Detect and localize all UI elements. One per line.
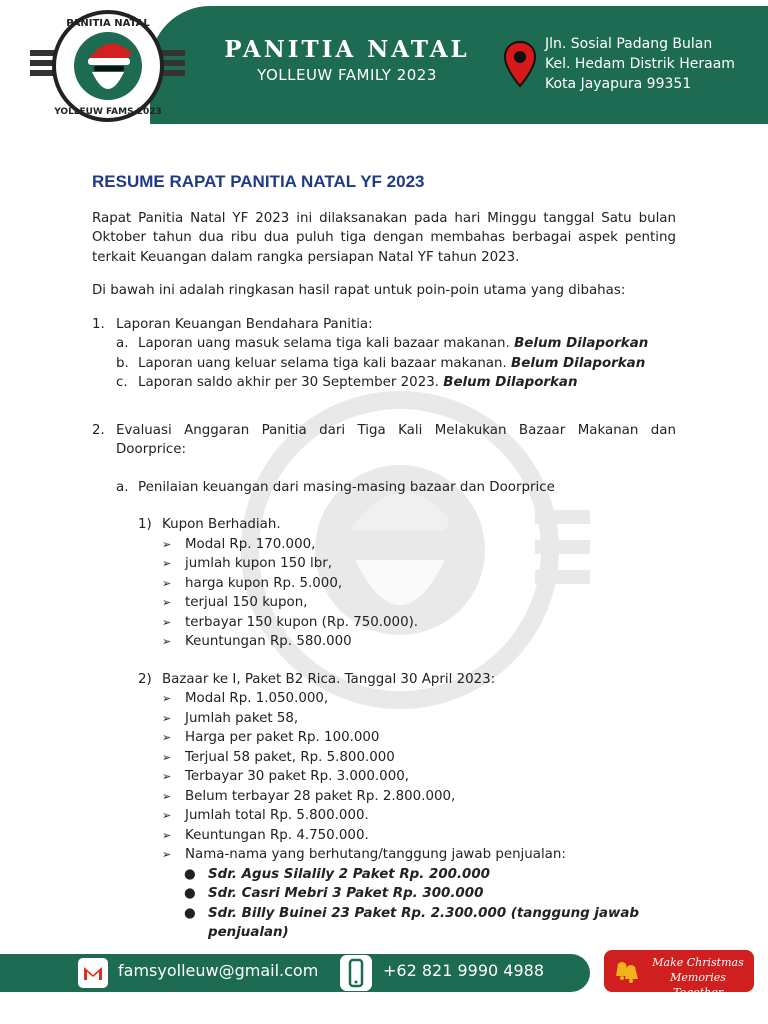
arrow-bullet-icon: ➢	[162, 828, 172, 842]
point-text: jumlah kupon 150 lbr,	[185, 556, 332, 571]
point-text: Terjual 58 paket, Rp. 5.800.000	[185, 749, 395, 765]
item-title: Kupon Berhadiah.	[162, 517, 281, 532]
arrow-bullet-icon: ➢	[162, 576, 172, 590]
intro-paragraph: Rapat Panitia Natal YF 2023 ini dilaksanakan pada hari Minggu tanggal Satu bulan Oktober tahun dua ribu dua puluh tiga dengan membahas berbagai aspek penting terkait Keuangan dalam rangka persiapan Natal YF tahun 2023.	[92, 210, 676, 265]
list-item	[184, 884, 676, 904]
list-item	[162, 593, 676, 613]
list-item	[184, 865, 676, 885]
list-item	[162, 554, 676, 574]
debtor-text: Sdr. Billy Buinei 23 Paket Rp. 2.300.000 (tanggung jawab penjualan)	[208, 905, 639, 940]
point-text: Terbayar 30 paket Rp. 3.000.000,	[185, 769, 409, 784]
list-item	[162, 728, 676, 748]
arrow-bullet-icon: ➢	[162, 731, 172, 744]
org-title: PANITIA NATAL	[224, 36, 470, 63]
point-text: Jumlah total Rp. 5.800.000.	[185, 808, 369, 823]
point-text: Keuntungan Rp. 580.000	[185, 634, 352, 649]
status-label: Belum Dilaporkan	[443, 375, 578, 390]
address-block	[545, 34, 735, 94]
debtor-list	[92, 865, 676, 943]
item-title: Bazaar ke I, Paket B2 Rica. Tanggal 30 April 2023:	[162, 671, 496, 687]
phone-icon	[340, 955, 372, 991]
document-title: RESUME RAPAT PANITIA NATAL YF 2023	[92, 172, 425, 191]
arrow-bullet-icon: ➢	[162, 635, 172, 648]
item-letter: a.	[116, 479, 129, 495]
list-item	[162, 689, 676, 709]
badge-text	[648, 955, 748, 1000]
arrow-bullet-icon: ➢	[162, 537, 172, 551]
contact-email[interactable]: famsyolleuw@gmail.com	[118, 961, 319, 980]
logo-text-bottom: YOLLEUW FAMS 2023	[54, 107, 162, 117]
section-budget-evaluation	[92, 421, 676, 943]
point-text: terjual 150 kupon,	[185, 595, 308, 610]
list-item	[162, 787, 676, 807]
item-text: Laporan uang masuk selama tiga kali bazaar makanan.	[138, 336, 510, 351]
arrow-bullet-icon: ➢	[162, 711, 172, 725]
list-item	[162, 613, 676, 633]
location-pin-icon	[503, 40, 537, 88]
list-item	[162, 709, 676, 729]
address-line: Jln. Sosial Padang Bulan	[545, 36, 713, 52]
list-item	[162, 806, 676, 826]
list-item	[162, 826, 676, 846]
arrow-bullet-icon: ➢	[162, 848, 172, 861]
gmail-icon	[78, 958, 108, 988]
list-item	[162, 632, 676, 652]
bullet-icon: ●	[184, 886, 196, 901]
coupon-points	[92, 535, 676, 652]
list-item	[116, 354, 676, 374]
section-title: Laporan Keuangan Bendahara Panitia:	[116, 316, 373, 332]
badge-line: Make Christmas	[652, 956, 744, 969]
point-text: Modal Rp. 170.000,	[185, 536, 316, 552]
section-number: 1.	[92, 316, 105, 332]
badge-line: Memories Together	[670, 971, 726, 999]
bullet-icon: ●	[184, 905, 196, 921]
list-item	[162, 574, 676, 594]
address-line: Kel. Hedam Distrik Heraam	[545, 56, 735, 72]
org-subtitle: YOLLEUW FAMILY 2023	[257, 66, 437, 84]
bullet-icon: ●	[184, 866, 196, 882]
contact-phone[interactable]: +62 821 9990 4988	[383, 961, 544, 980]
list-item	[162, 748, 676, 768]
address-line: Kota Jayapura 99351	[545, 76, 692, 92]
bells-icon	[612, 958, 642, 986]
status-label: Belum Dilaporkan	[514, 336, 649, 351]
list-item	[162, 535, 676, 555]
point-text: Belum terbayar 28 paket Rp. 2.800.000,	[185, 788, 456, 804]
item-letter: a.	[116, 336, 129, 351]
point-text: Jumlah paket 58,	[185, 710, 299, 726]
item-number: 1)	[138, 517, 152, 532]
section-number: 2.	[92, 422, 105, 438]
meeting-summary	[92, 172, 676, 943]
arrow-bullet-icon: ➢	[162, 615, 172, 629]
list-item	[116, 373, 676, 393]
debtor-text: Sdr. Casri Mebri 3 Paket Rp. 300.000	[208, 886, 484, 901]
santa-logo-icon	[30, 10, 185, 122]
point-text: terbayar 150 kupon (Rp. 750.000).	[185, 614, 419, 630]
item-text: Penilaian keuangan dari masing-masing bazaar dan Doorprice	[138, 479, 555, 495]
list-item	[162, 767, 676, 787]
list-item	[116, 334, 676, 354]
arrow-bullet-icon: ➢	[162, 750, 172, 764]
christmas-badge	[604, 950, 754, 999]
section-title: Evaluasi Anggaran Panitia dari Tiga Kali Melakukan Bazaar Makanan dan Doorprice:	[116, 422, 676, 457]
bazaar-points	[92, 689, 676, 865]
debtor-text: Sdr. Agus Silalily 2 Paket Rp. 200.000	[208, 866, 490, 882]
item-text: Laporan uang keluar selama tiga kali bazaar makanan.	[138, 355, 507, 371]
item-letter: c.	[116, 375, 128, 390]
letterhead	[0, 0, 768, 124]
list-item	[162, 845, 676, 865]
point-text: Modal Rp. 1.050.000,	[185, 691, 329, 706]
item-text: Laporan saldo akhir per 30 September 2023.	[138, 375, 439, 390]
status-label: Belum Dilaporkan	[511, 355, 646, 371]
point-text: Keuntungan Rp. 4.750.000.	[185, 827, 369, 843]
arrow-bullet-icon: ➢	[162, 809, 172, 822]
point-text: harga kupon Rp. 5.000,	[185, 575, 343, 591]
arrow-bullet-icon: ➢	[162, 596, 172, 609]
list-item	[184, 904, 676, 943]
arrow-bullet-icon: ➢	[162, 770, 172, 783]
point-text: Harga per paket Rp. 100.000	[185, 730, 380, 745]
summary-intro: Di bawah ini adalah ringkasan hasil rapat untuk poin-poin utama yang dibahas:	[92, 283, 626, 298]
arrow-bullet-icon: ➢	[162, 789, 172, 803]
section-financial-report	[92, 315, 676, 393]
point-text: Nama-nama yang berhutang/tanggung jawab penjualan:	[185, 847, 566, 862]
item-letter: b.	[116, 355, 129, 371]
logo-text-top: PANITIA NATAL	[66, 18, 150, 29]
arrow-bullet-icon: ➢	[162, 557, 172, 570]
item-number: 2)	[138, 671, 152, 687]
arrow-bullet-icon: ➢	[162, 692, 172, 705]
list-item	[116, 478, 676, 498]
